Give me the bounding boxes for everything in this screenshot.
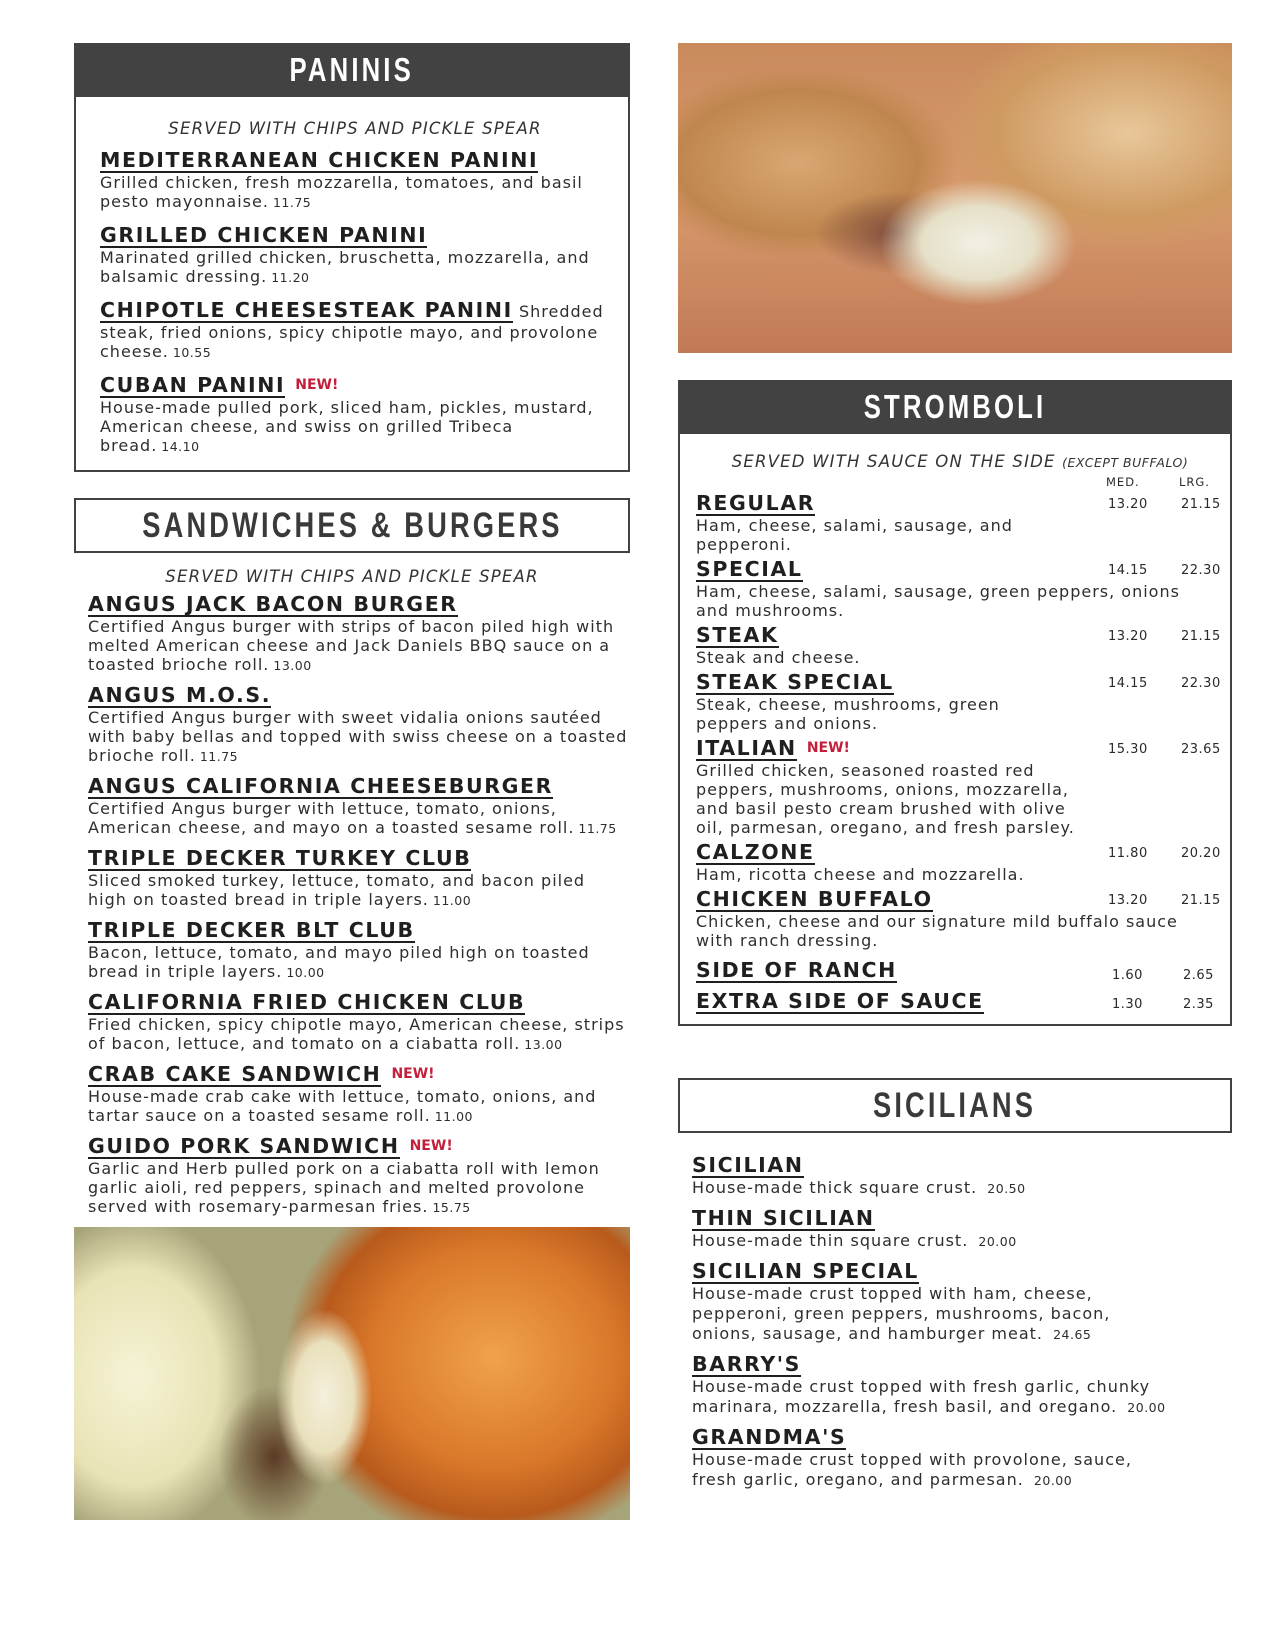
item-desc: House-made crust topped with provolone, sauce, fresh garlic, oregano, and parmesan. 20.00 [692,1450,1132,1489]
item-price: 13.00 [524,1037,563,1052]
item-price: 20.00 [1033,1473,1073,1488]
item-desc: House-made pulled pork, sliced ham, pickles, mustard, American cheese, and swiss on grilled Tribeca bread. 14.10 [100,398,594,455]
price-med: 13.20 [1108,497,1148,512]
menu-item [88,920,630,982]
item-price: 11.75 [578,821,617,836]
lrg-label: LRG. [1179,475,1210,489]
item-name: ANGUS M.O.S. [88,683,272,707]
sandwiches-list [74,553,630,1217]
item-price: 10.55 [172,345,212,360]
stromboli-item [696,736,1221,837]
stromboli-item [696,887,1221,950]
item-name: STEAK [696,623,779,647]
burger-photo [74,1227,630,1520]
item-name: CRAB CAKE SANDWICH [88,1062,382,1086]
stromboli-item [696,991,1216,1014]
menu-item [692,1354,1232,1418]
item-desc: House-made crust topped with fresh garlic, chunky marinara, mozzarella, fresh basil, and oregano. 20.00 [692,1377,1166,1416]
price-lrg: 22.30 [1181,676,1221,691]
item-desc: Steak, cheese, mushrooms, green peppers and onions. [696,695,1000,733]
price-med: 13.20 [1108,893,1148,908]
item-name: ANGUS CALIFORNIA CHEESEBURGER [88,774,554,798]
item-price: 20.00 [1127,1400,1166,1415]
stromboli-box [678,434,1232,1026]
item-desc: Certified Angus burger with sweet vidalia onions sautéed with baby bellas and topped with swiss cheese on a toasted brioche roll. 11.75 [88,708,628,765]
sicilians-header: SICILIANS [678,1078,1232,1133]
menu-item [692,1261,1232,1345]
item-name: EXTRA SIDE OF SAUCE [696,989,984,1013]
item-name: CUBAN PANINI [100,373,286,397]
price-lrg: 2.35 [1183,997,1214,1012]
item-name: REGULAR [696,491,816,515]
menu-item [88,1064,630,1126]
med-label: MED. [1106,475,1140,489]
menu-item [692,1427,1232,1491]
item-name: THIN SICILIAN [692,1206,875,1230]
item-desc: Fried chicken, spicy chipotle mayo, American cheese, strips of bacon, lettuce, and tomato on a ciabatta roll. 13.00 [88,1015,625,1053]
item-name: TRIPLE DECKER BLT CLUB [88,918,415,942]
price-med: 15.30 [1108,742,1148,757]
stromboli-item [696,840,1221,884]
item-name: SICILIAN [692,1153,804,1177]
price-lrg: 21.15 [1181,497,1221,512]
item-price: 20.00 [978,1234,1017,1249]
menu-item [88,1136,630,1217]
stromboli-header: STROMBOLI [678,380,1232,434]
menu-item [88,776,630,838]
new-badge: NEW! [295,377,339,393]
item-desc: Steak and cheese. [696,648,861,667]
item-name: SICILIAN SPECIAL [692,1259,919,1283]
price-med: 14.15 [1108,563,1148,578]
price-lrg: 21.15 [1181,893,1221,908]
item-desc: Ham, cheese, salami, sausage, and pepperoni. [696,516,1013,554]
sicilians-section [678,1078,1232,1491]
item-name: STEAK SPECIAL [696,670,894,694]
menu-item [88,992,630,1054]
price-lrg: 2.65 [1183,968,1214,983]
item-desc: House-made thin square crust. 20.00 [692,1231,1017,1250]
item-name: GRANDMA'S [692,1425,847,1449]
item-name: CHIPOTLE CHEESESTEAK PANINI [100,298,513,322]
paninis-served-note: SERVED WITH CHIPS AND PICKLE SPEAR [168,119,542,138]
item-desc: Marinated grilled chicken, bruschetta, mozzarella, and balsamic dressing. 11.20 [100,248,590,286]
item-desc: Bacon, lettuce, tomato, and mayo piled high on toasted bread in triple layers. 10.00 [88,943,590,981]
item-price: 11.20 [271,270,310,285]
menu-item [100,300,610,362]
item-price: 15.75 [432,1200,471,1215]
item-desc: Sliced smoked turkey, lettuce, tomato, and bacon piled high on toasted bread in triple layers. 11.00 [88,871,586,909]
item-desc: Chicken, cheese and our signature mild buffalo sauce with ranch dressing. [696,912,1178,950]
price-lrg: 21.15 [1181,629,1221,644]
item-name: CALIFORNIA FRIED CHICKEN CLUB [88,990,526,1014]
item-price: 11.00 [432,893,472,908]
stromboli-photo [678,43,1232,353]
item-price: 10.00 [286,965,325,980]
sandwiches-section [74,498,630,1217]
item-desc: Certified Angus burger with lettuce, tomato, onions, American cheese, and mayo on a toasted sesame roll. 11.75 [88,799,617,837]
item-desc: Grilled chicken, seasoned roasted red peppers, mushrooms, onions, mozzarella, and basil pesto cream brushed with olive oil, parmesan, oregano, and fresh parsley. [696,761,1075,837]
item-name: MEDITERRANEAN CHICKEN PANINI [100,148,539,172]
stromboli-served-note: SERVED WITH SAUCE ON THE SIDE (EXCEPT BUFFALO) [731,452,1189,471]
item-name: GRILLED CHICKEN PANINI [100,223,428,247]
menu-item [100,375,610,456]
stromboli-item [696,623,1221,667]
item-desc: Ham, ricotta cheese and mozzarella. [696,865,1025,884]
stromboli-section [678,380,1232,1026]
menu-item [692,1155,1232,1199]
item-price: 24.65 [1053,1327,1092,1342]
served-exception: (EXCEPT BUFFALO) [1062,455,1189,470]
item-name: CALZONE [696,840,815,864]
item-price: 11.75 [199,749,239,764]
item-desc: Grilled chicken, fresh mozzarella, tomatoes, and basil pesto mayonnaise. 11.75 [100,173,583,211]
paninis-section [74,43,630,472]
price-med: 14.15 [1108,676,1148,691]
left-column [74,43,630,1520]
item-name: BARRY'S [692,1352,802,1376]
item-name: SIDE OF RANCH [696,958,897,982]
item-desc: Garlic and Herb pulled pork on a ciabatta roll with lemon garlic aioli, red peppers, spinach and melted provolone served with rosemary-parmesan fries. 15.75 [88,1159,600,1216]
menu-item [100,150,610,212]
right-column [678,43,1232,1500]
item-name: TRIPLE DECKER TURKEY CLUB [88,846,472,870]
item-price: 11.75 [272,195,312,210]
stromboli-item [696,557,1221,620]
price-med: 11.80 [1108,846,1148,861]
sandwiches-header: SANDWICHES & BURGERS [74,498,630,553]
item-desc: Ham, cheese, salami, sausage, green peppers, onions and mushrooms. [696,582,1180,620]
item-desc: House-made crab cake with lettuce, tomato, onions, and tartar sauce on a toasted sesame roll. 11.00 [88,1087,597,1125]
item-price: 20.50 [987,1181,1026,1196]
stromboli-item [696,670,1221,733]
item-desc: CHIPOTLE CHEESESTEAK PANINI Shredded steak, fried onions, spicy chipotle mayo, and provolone cheese. 10.55 [100,298,604,361]
item-name: ANGUS JACK BACON BURGER [88,592,458,616]
sicilians-list [678,1133,1232,1491]
item-name: CHICKEN BUFFALO [696,887,933,911]
sandwiches-served-note: SERVED WITH CHIPS AND PICKLE SPEAR [165,567,539,586]
price-med: 1.60 [1112,968,1143,983]
new-badge: NEW! [409,1138,453,1154]
item-name: ITALIAN [696,736,797,760]
item-name: GUIDO PORK SANDWICH [88,1134,400,1158]
item-price: 11.00 [434,1109,473,1124]
stromboli-item [696,960,1216,983]
item-desc: House-made thick square crust. 20.50 [692,1178,1026,1197]
price-lrg: 22.30 [1181,563,1221,578]
new-badge: NEW! [391,1066,435,1082]
menu-item [88,685,630,766]
item-name: SPECIAL [696,557,803,581]
paninis-header: PANINIS [74,43,630,97]
item-desc: House-made crust topped with ham, cheese, pepperoni, green peppers, mushrooms, bacon, onions, sausage, and hamburger meat. 24.65 [692,1284,1111,1343]
stromboli-item [696,491,1221,554]
paninis-box [74,97,630,472]
menu-item [88,594,630,675]
menu-item [88,848,630,910]
menu-item [692,1208,1232,1252]
item-price: 13.00 [273,658,312,673]
price-lrg: 20.20 [1181,846,1221,861]
price-med: 1.30 [1112,997,1143,1012]
item-price: 14.10 [161,439,200,454]
menu-item [100,225,610,287]
price-med: 13.20 [1108,629,1148,644]
price-lrg: 23.65 [1181,742,1221,757]
new-badge: NEW! [806,740,850,756]
item-desc: Certified Angus burger with strips of bacon piled high with melted American cheese and Jack Daniels BBQ sauce on a toasted brioche roll. 13.00 [88,617,615,674]
